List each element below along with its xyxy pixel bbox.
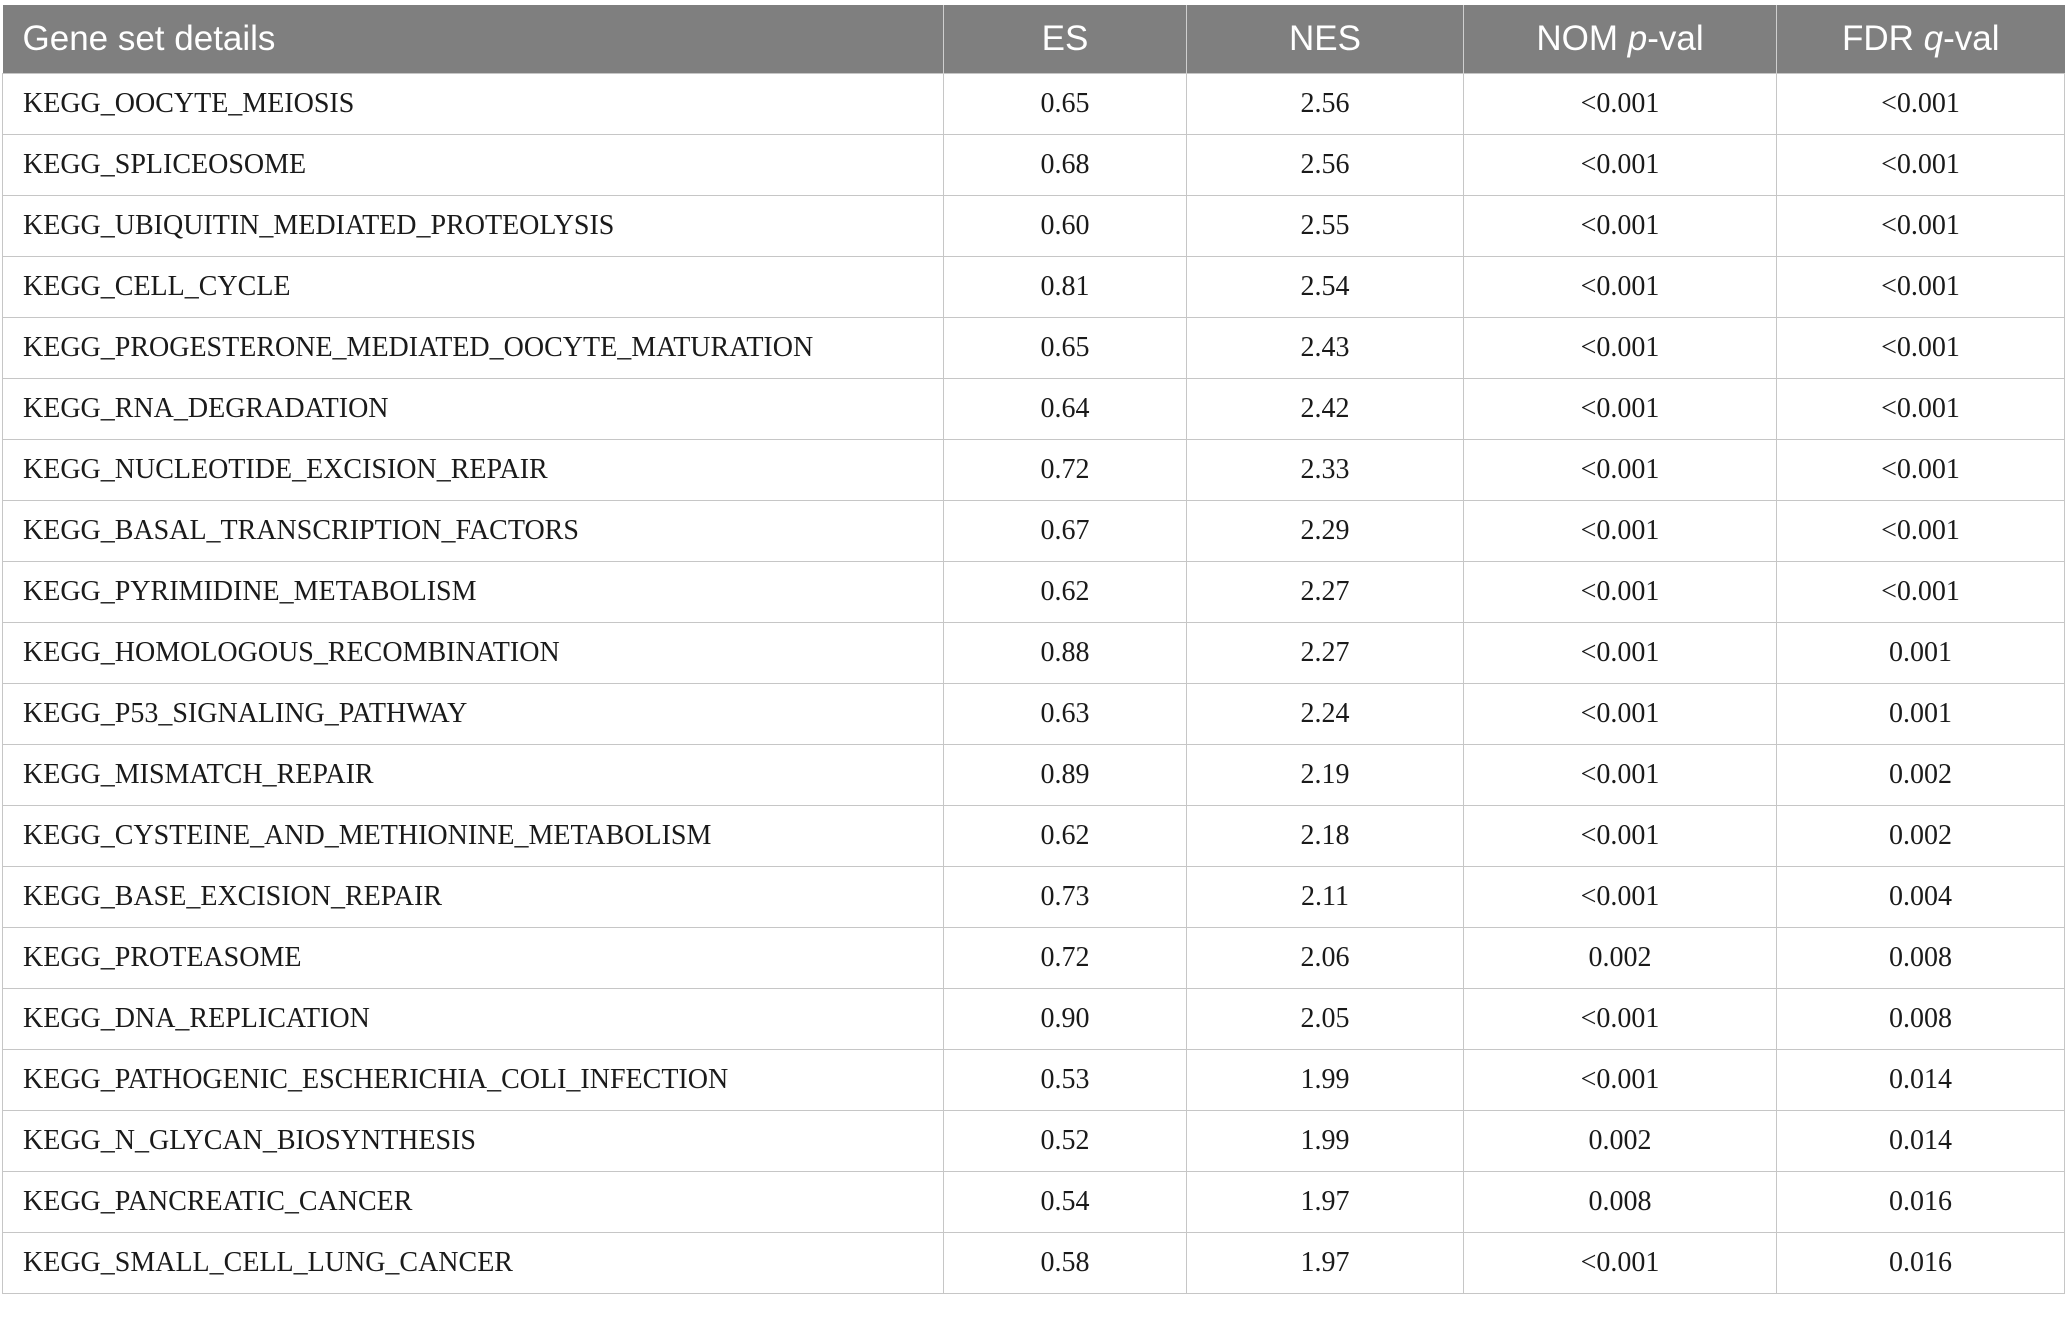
table-row (3, 440, 2065, 501)
cell-nes: 2.42 (1187, 379, 1464, 440)
table-row (3, 501, 2065, 562)
cell-fdr-q-val: 0.016 (1777, 1233, 2065, 1294)
cell-gene-set-name: KEGG_PANCREATIC_CANCER (3, 1172, 944, 1233)
table-row (3, 684, 2065, 745)
cell-es: 0.65 (944, 74, 1187, 135)
cell-gene-set-name: KEGG_NUCLEOTIDE_EXCISION_REPAIR (3, 440, 944, 501)
cell-nes: 2.56 (1187, 135, 1464, 196)
cell-nes: 2.29 (1187, 501, 1464, 562)
cell-nes: 2.55 (1187, 196, 1464, 257)
table-row (3, 196, 2065, 257)
cell-es: 0.88 (944, 623, 1187, 684)
cell-nom-p-val: <0.001 (1464, 1233, 1777, 1294)
cell-gene-set-name: KEGG_DNA_REPLICATION (3, 989, 944, 1050)
table-row (3, 135, 2065, 196)
cell-gene-set-name: KEGG_UBIQUITIN_MEDIATED_PROTEOLYSIS (3, 196, 944, 257)
cell-nom-p-val: <0.001 (1464, 1050, 1777, 1111)
header-nom-p-val (1464, 5, 1777, 74)
cell-es: 0.63 (944, 684, 1187, 745)
cell-es: 0.52 (944, 1111, 1187, 1172)
header-es-label: ES (1041, 19, 1089, 58)
cell-es: 0.89 (944, 745, 1187, 806)
cell-nom-p-val: <0.001 (1464, 440, 1777, 501)
cell-nes: 2.06 (1187, 928, 1464, 989)
table-row (3, 74, 2065, 135)
cell-gene-set-name: KEGG_SPLICEOSOME (3, 135, 944, 196)
cell-gene-set-name: KEGG_RNA_DEGRADATION (3, 379, 944, 440)
cell-nes: 1.99 (1187, 1050, 1464, 1111)
table-row (3, 867, 2065, 928)
cell-gene-set-name: KEGG_P53_SIGNALING_PATHWAY (3, 684, 944, 745)
cell-es: 0.64 (944, 379, 1187, 440)
cell-gene-set-name: KEGG_SMALL_CELL_LUNG_CANCER (3, 1233, 944, 1294)
table-row (3, 806, 2065, 867)
cell-nom-p-val: <0.001 (1464, 623, 1777, 684)
cell-nom-p-val: <0.001 (1464, 806, 1777, 867)
cell-nom-p-val: <0.001 (1464, 867, 1777, 928)
header-nes (1187, 5, 1464, 74)
cell-fdr-q-val: <0.001 (1777, 501, 2065, 562)
table-row (3, 928, 2065, 989)
table-row (3, 318, 2065, 379)
cell-gene-set-name: KEGG_PROGESTERONE_MEDIATED_OOCYTE_MATURATION (3, 318, 944, 379)
header-nom-italic: p (1627, 19, 1648, 58)
cell-fdr-q-val: <0.001 (1777, 257, 2065, 318)
cell-nes: 2.27 (1187, 562, 1464, 623)
cell-nes: 2.43 (1187, 318, 1464, 379)
header-es (944, 5, 1187, 74)
table-row (3, 1233, 2065, 1294)
cell-es: 0.81 (944, 257, 1187, 318)
cell-gene-set-name: KEGG_BASE_EXCISION_REPAIR (3, 867, 944, 928)
cell-es: 0.67 (944, 501, 1187, 562)
cell-nom-p-val: <0.001 (1464, 562, 1777, 623)
cell-nes: 2.19 (1187, 745, 1464, 806)
gsea-results-table-container (2, 5, 2064, 1294)
table-row (3, 1172, 2065, 1233)
cell-gene-set-name: KEGG_OOCYTE_MEIOSIS (3, 74, 944, 135)
table-row (3, 257, 2065, 318)
cell-es: 0.53 (944, 1050, 1187, 1111)
cell-gene-set-name: KEGG_PROTEASOME (3, 928, 944, 989)
table-body (3, 74, 2065, 1294)
cell-es: 0.62 (944, 562, 1187, 623)
cell-nom-p-val: 0.008 (1464, 1172, 1777, 1233)
cell-fdr-q-val: <0.001 (1777, 135, 2065, 196)
cell-gene-set-name: KEGG_N_GLYCAN_BIOSYNTHESIS (3, 1111, 944, 1172)
cell-nes: 1.97 (1187, 1172, 1464, 1233)
table-header (3, 5, 2065, 74)
cell-fdr-q-val: 0.008 (1777, 928, 2065, 989)
cell-fdr-q-val: 0.001 (1777, 623, 2065, 684)
table-row (3, 379, 2065, 440)
table-row (3, 623, 2065, 684)
cell-fdr-q-val: 0.008 (1777, 989, 2065, 1050)
table-row (3, 989, 2065, 1050)
cell-fdr-q-val: 0.001 (1777, 684, 2065, 745)
cell-nom-p-val: <0.001 (1464, 196, 1777, 257)
cell-es: 0.68 (944, 135, 1187, 196)
cell-nom-p-val: <0.001 (1464, 74, 1777, 135)
header-nes-label: NES (1289, 19, 1361, 58)
cell-nes: 1.97 (1187, 1233, 1464, 1294)
cell-es: 0.65 (944, 318, 1187, 379)
cell-nes: 2.11 (1187, 867, 1464, 928)
cell-nes: 2.27 (1187, 623, 1464, 684)
header-fdr-prefix: FDR (1841, 19, 1924, 58)
table-row (3, 1111, 2065, 1172)
cell-nom-p-val: <0.001 (1464, 318, 1777, 379)
cell-es: 0.60 (944, 196, 1187, 257)
cell-es: 0.73 (944, 867, 1187, 928)
cell-gene-set-name: KEGG_CELL_CYCLE (3, 257, 944, 318)
cell-fdr-q-val: 0.004 (1777, 867, 2065, 928)
table-row (3, 1050, 2065, 1111)
header-fdr-suffix: -val (1943, 19, 2000, 58)
cell-nom-p-val: <0.001 (1464, 989, 1777, 1050)
cell-gene-set-name: KEGG_CYSTEINE_AND_METHIONINE_METABOLISM (3, 806, 944, 867)
header-nom-suffix: -val (1647, 19, 1704, 58)
header-gene-set-details (3, 5, 944, 74)
cell-fdr-q-val: <0.001 (1777, 318, 2065, 379)
cell-nom-p-val: 0.002 (1464, 1111, 1777, 1172)
header-fdr-q-val (1777, 5, 2065, 74)
cell-nom-p-val: <0.001 (1464, 135, 1777, 196)
cell-fdr-q-val: 0.014 (1777, 1111, 2065, 1172)
cell-nes: 2.24 (1187, 684, 1464, 745)
cell-nom-p-val: <0.001 (1464, 379, 1777, 440)
gsea-results-table (2, 5, 2065, 1294)
cell-nom-p-val: 0.002 (1464, 928, 1777, 989)
cell-fdr-q-val: 0.002 (1777, 745, 2065, 806)
cell-gene-set-name: KEGG_HOMOLOGOUS_RECOMBINATION (3, 623, 944, 684)
cell-nes: 2.54 (1187, 257, 1464, 318)
cell-es: 0.90 (944, 989, 1187, 1050)
cell-fdr-q-val: <0.001 (1777, 379, 2065, 440)
cell-nes: 2.05 (1187, 989, 1464, 1050)
header-fdr-italic: q (1923, 19, 1944, 58)
cell-gene-set-name: KEGG_MISMATCH_REPAIR (3, 745, 944, 806)
cell-fdr-q-val: <0.001 (1777, 440, 2065, 501)
cell-nes: 2.33 (1187, 440, 1464, 501)
cell-fdr-q-val: 0.002 (1777, 806, 2065, 867)
header-gene-set-label: Gene set details (22, 19, 276, 58)
cell-es: 0.54 (944, 1172, 1187, 1233)
cell-fdr-q-val: 0.014 (1777, 1050, 2065, 1111)
cell-nom-p-val: <0.001 (1464, 684, 1777, 745)
cell-es: 0.62 (944, 806, 1187, 867)
cell-fdr-q-val: <0.001 (1777, 562, 2065, 623)
cell-nes: 2.18 (1187, 806, 1464, 867)
cell-es: 0.58 (944, 1233, 1187, 1294)
cell-nes: 1.99 (1187, 1111, 1464, 1172)
table-row (3, 745, 2065, 806)
cell-nom-p-val: <0.001 (1464, 257, 1777, 318)
cell-gene-set-name: KEGG_BASAL_TRANSCRIPTION_FACTORS (3, 501, 944, 562)
cell-es: 0.72 (944, 928, 1187, 989)
cell-nes: 2.56 (1187, 74, 1464, 135)
table-row (3, 562, 2065, 623)
cell-fdr-q-val: <0.001 (1777, 196, 2065, 257)
header-nom-prefix: NOM (1536, 19, 1628, 58)
cell-gene-set-name: KEGG_PYRIMIDINE_METABOLISM (3, 562, 944, 623)
cell-nom-p-val: <0.001 (1464, 745, 1777, 806)
cell-fdr-q-val: 0.016 (1777, 1172, 2065, 1233)
cell-gene-set-name: KEGG_PATHOGENIC_ESCHERICHIA_COLI_INFECTION (3, 1050, 944, 1111)
cell-es: 0.72 (944, 440, 1187, 501)
header-row (3, 5, 2065, 74)
cell-fdr-q-val: <0.001 (1777, 74, 2065, 135)
cell-nom-p-val: <0.001 (1464, 501, 1777, 562)
